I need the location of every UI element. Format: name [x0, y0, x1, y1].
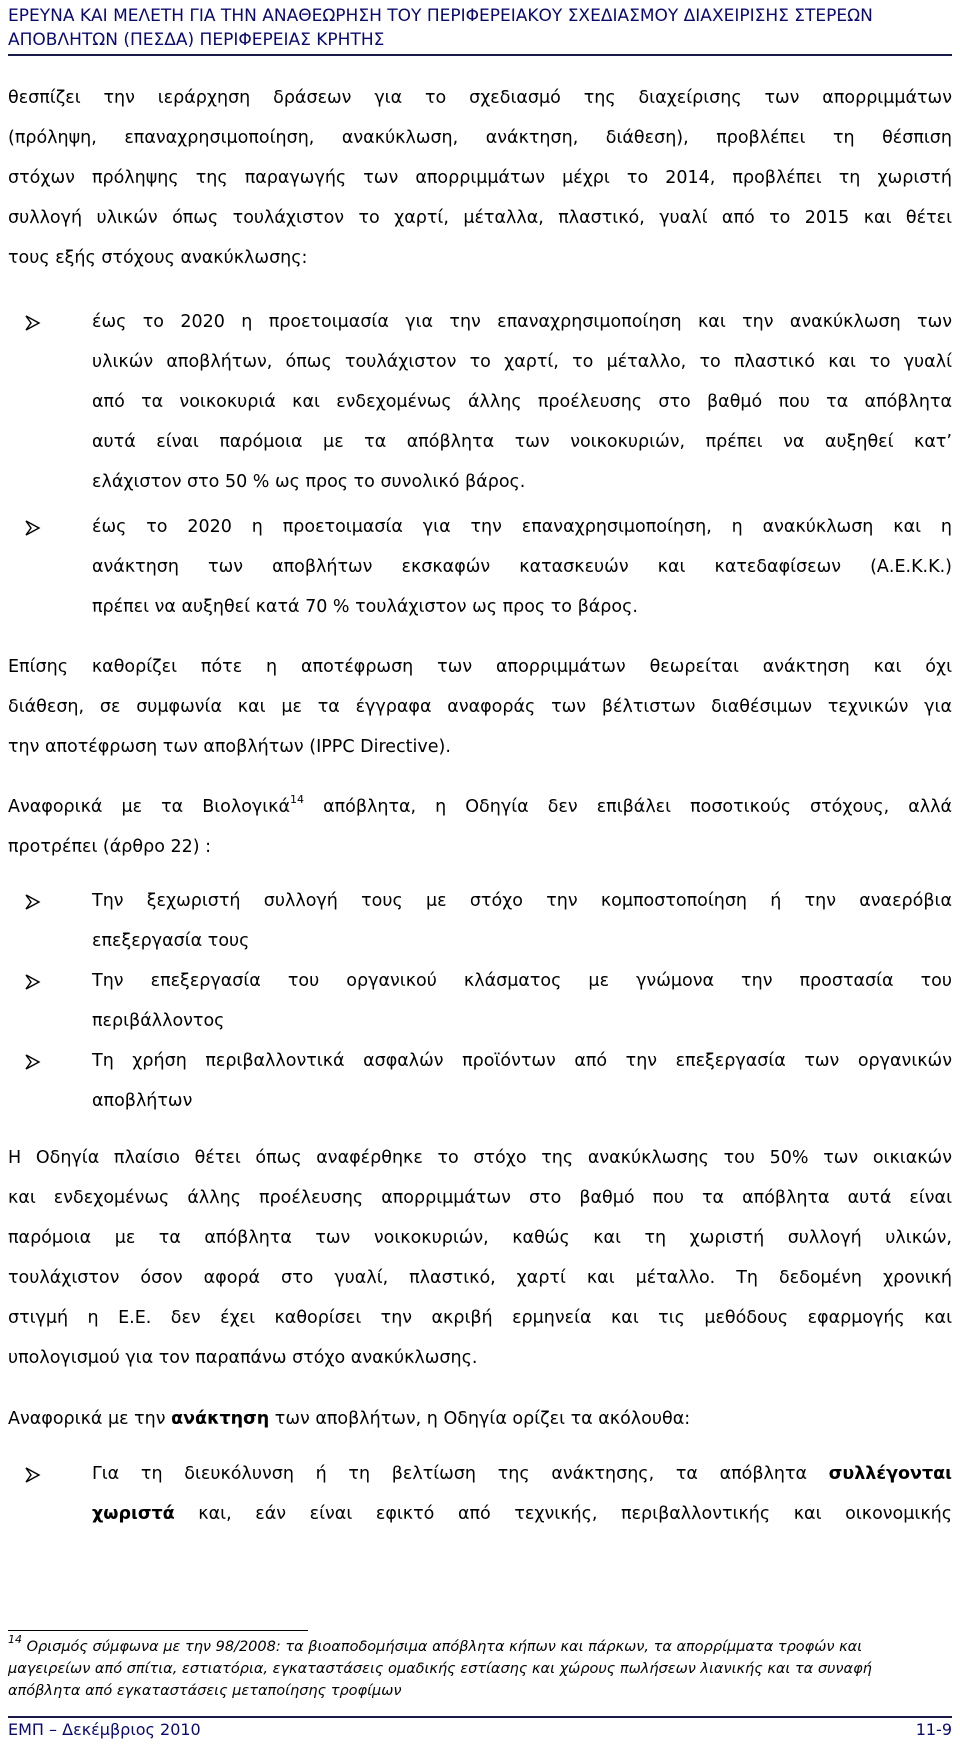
bullet-line: ανάκτηση των αποβλήτων εκσκαφών κατασκευών και κατεδαφίσεων (Α.Ε.Κ.Κ.): [92, 557, 952, 577]
footnote-line: [8, 1633, 952, 1658]
text-segment: των αποβλήτων, η Οδηγία ορίζει τα ακόλουθα:: [269, 1409, 691, 1429]
arrow-bullet-icon: [24, 892, 42, 912]
footer-left-text: ΕΜΠ – Δεκέμβριος 2010: [8, 1720, 201, 1739]
footnote: [8, 1633, 952, 1702]
paragraph-line: (πρόληψη, επαναχρησιμοποίηση, ανακύκλωση, ανάκτηση, διάθεση), προβλέπει τη θέσπιση: [8, 128, 952, 148]
paragraph-line: παρόμοια με τα απόβλητα των νοικοκυριών, καθώς και τη χωριστή συλλογή υλικών,: [8, 1228, 952, 1248]
paragraph-5: [8, 1399, 952, 1439]
paragraph-line: διάθεση, σε συμφωνία και με τα έγγραφα αναφοράς των βέλτιστων διαθέσιμων τεχνικών για: [8, 697, 952, 717]
paragraph-4: [8, 1138, 952, 1378]
bullet-line: περιβάλλοντος: [92, 1011, 225, 1031]
arrow-bullet-icon: [24, 313, 42, 333]
bold-term: ανάκτηση: [171, 1409, 270, 1429]
text-segment: Για τη διευκόλυνση ή τη βελτίωση της ανάκτησης, τα απόβλητα: [92, 1464, 829, 1484]
bullet-line: επεξεργασία τους: [92, 931, 250, 951]
bullet-line: Την ξεχωριστή συλλογή τους με στόχο την κομποστοποίηση ή την αναερόβια: [92, 891, 952, 911]
bullet-item-5: [92, 1041, 952, 1121]
running-footer: [8, 1720, 952, 1739]
paragraph-line: στιγμή η Ε.Ε. δεν έχει καθορίσει την ακριβή ερμηνεία και τις μεθόδους εφαρμογής και: [8, 1308, 952, 1328]
arrow-bullet-icon: [24, 1052, 42, 1072]
paragraph-line: συλλογή υλικών όπως τουλάχιστον το χαρτί, μέταλλα, πλαστικό, γυαλί από το 2015 και θέτει: [8, 208, 952, 228]
bullet-item-1: [92, 302, 952, 502]
paragraph-line: [8, 787, 952, 827]
paragraph-line: υπολογισμού για τον παραπάνω στόχο ανακύκλωσης.: [8, 1348, 478, 1368]
bold-term: χωριστά: [92, 1504, 175, 1524]
paragraph-line: την αποτέφρωση των αποβλήτων (IPPC Directive).: [8, 737, 451, 757]
footnote-line: απόβλητα από εγκαταστάσεις μεταποίησης τροφίμων: [8, 1683, 402, 1699]
bullet-item-6: [92, 1454, 952, 1534]
text-segment: Αναφορικά με την: [8, 1409, 172, 1429]
paragraph-line: Η Οδηγία πλαίσιο θέτει όπως αναφέρθηκε το στόχο της ανακύκλωσης του 50% των οικιακών: [8, 1148, 952, 1168]
footnote-number: 14: [8, 1633, 22, 1647]
arrow-bullet-icon: [24, 518, 42, 538]
running-header: [8, 4, 952, 52]
text-segment: Ορισμός σύμφωνα με την 98/2008: τα βιοαποδομήσιμα απόβλητα κήπων και πάρκων, τα απορρίμματα τροφών και: [22, 1639, 863, 1655]
header-line-1: ΕΡΕΥΝΑ ΚΑΙ ΜΕΛΕΤΗ ΓΙΑ ΤΗΝ ΑΝΑΘΕΩΡΗΣΗ ΤΟΥ ΠΕΡΙΦΕΡΕΙΑΚΟΥ ΣΧΕΔΙΑΣΜΟΥ ΔΙΑΧΕΙΡΙΣΗΣ ΣΤΕΡΕΩΝ: [8, 6, 873, 26]
paragraph-line: [8, 1399, 952, 1439]
footnote-line: μαγειρείων από σπίτια, εστιατόρια, εγκαταστάσεις ομαδικής εστίασης και χώρους πωλήσεων λιανικής και τα συναφή: [8, 1661, 872, 1677]
bullet-line: ελάχιστον στο 50 % ως προς το συνολικό βάρος.: [92, 472, 526, 492]
text-segment: Αναφορικά με τα Βιολογικά: [8, 797, 291, 817]
bullet-item-3: [92, 881, 952, 961]
bullet-line: πρέπει να αυξηθεί κατά 70 % τουλάχιστον ως προς το βάρος.: [92, 597, 638, 617]
bullet-line: από τα νοικοκυριά και ενδεχομένως άλλης προέλευσης στο βαθμό που τα απόβλητα: [92, 392, 952, 412]
paragraph-line: θεσπίζει την ιεράρχηση δράσεων για το σχεδιασμό της διαχείρισης των απορριμμάτων: [8, 88, 952, 108]
bullet-line: [92, 1494, 952, 1534]
bullet-line: Την επεξεργασία του οργανικού κλάσματος με γνώμονα την προστασία του: [92, 971, 952, 991]
bullet-line: αποβλήτων: [92, 1091, 193, 1111]
paragraph-line: Επίσης καθορίζει πότε η αποτέφρωση των απορριμμάτων θεωρείται ανάκτηση και όχι: [8, 657, 952, 677]
page-number: 11-9: [915, 1720, 952, 1739]
paragraph-3: [8, 787, 952, 867]
bullet-line: αυτά είναι παρόμοια με τα απόβλητα των νοικοκυριών, πρέπει να αυξηθεί κατ’: [92, 432, 952, 452]
footnote-reference: 14: [290, 793, 305, 807]
footer-divider: [8, 1716, 952, 1718]
bullet-line: υλικών αποβλήτων, όπως τουλάχιστον το χαρτί, το μέταλλο, το πλαστικό και το γυαλί: [92, 352, 952, 372]
bold-term: συλλέγονται: [828, 1464, 952, 1484]
bullet-line: έως το 2020 η προετοιμασία για την επαναχρησιμοποίηση και την ανακύκλωση των: [92, 312, 952, 332]
paragraph-line: τουλάχιστον όσον αφορά στο γυαλί, πλαστικό, χαρτί και μέταλλο. Τη δεδομένη χρονική: [8, 1268, 952, 1288]
header-divider: [8, 54, 952, 56]
bullet-item-4: [92, 961, 952, 1041]
paragraph-line: και ενδεχομένως άλλης προέλευσης απορριμμάτων στο βαθμό που τα απόβλητα αυτά είναι: [8, 1188, 952, 1208]
header-line-2: ΑΠΟΒΛΗΤΩΝ (ΠΕΣΔΑ) ΠΕΡΙΦΕΡΕΙΑΣ ΚΡΗΤΗΣ: [8, 30, 385, 50]
paragraph-2: [8, 647, 952, 767]
paragraph-line: τους εξής στόχους ανακύκλωσης:: [8, 248, 308, 268]
arrow-bullet-icon: [24, 972, 42, 992]
footnote-divider: [8, 1630, 308, 1631]
bullet-line: έως το 2020 η προετοιμασία για την επαναχρησιμοποίηση, η ανακύκλωση και η: [92, 517, 952, 537]
bullet-line: Τη χρήση περιβαλλοντικά ασφαλών προϊόντων από την επεξεργασία των οργανικών: [92, 1051, 952, 1071]
paragraph-1: [8, 78, 952, 278]
bullet-item-2: [92, 507, 952, 627]
paragraph-line: στόχων πρόληψης της παραγωγής των απορριμμάτων μέχρι το 2014, προβλέπει τη χωριστή: [8, 168, 952, 188]
text-segment: απόβλητα, η Οδηγία δεν επιβάλει ποσοτικούς στόχους, αλλά: [304, 797, 952, 817]
bullet-line: [92, 1454, 952, 1494]
paragraph-line: προτρέπει (άρθρο 22) :: [8, 837, 212, 857]
text-segment: και, εάν είναι εφικτό από τεχνικής, περιβαλλοντικής και οικονομικής: [174, 1504, 952, 1524]
arrow-bullet-icon: [24, 1465, 42, 1485]
